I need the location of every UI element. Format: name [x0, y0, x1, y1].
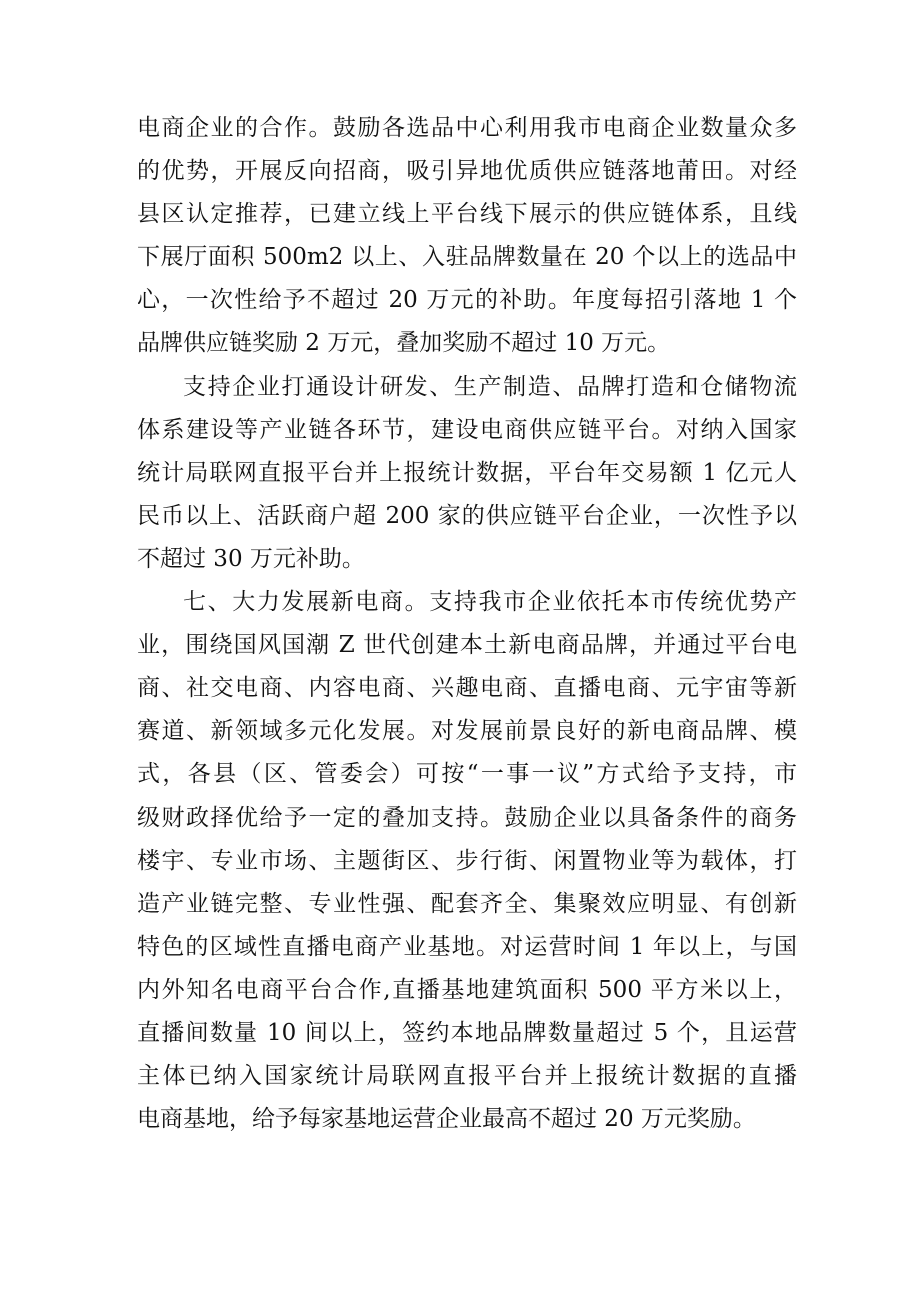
text-line: 心，一次性给予不超过 20 万元的补助。年度每招引落地 1 个 — [137, 287, 797, 314]
text-line: 赛道、新领域多元化发展。对发展前景良好的新电商品牌、模 — [137, 718, 797, 745]
paragraph-first-line: 七、大力发展新电商。支持我市企业依托本市传统优势产 — [183, 589, 797, 616]
text-line: 不超过 30 万元补助。 — [137, 545, 365, 572]
text-line: 直播间数量 10 间以上，签约本地品牌数量超过 5 个，且运营 — [137, 1019, 797, 1046]
text-line: 县区认定推荐，已建立线上平台线下展示的供应链体系，且线 — [137, 201, 797, 228]
text-line: 造产业链完整、专业性强、配套齐全、集聚效应明显、有创新 — [137, 890, 797, 917]
text-line: 主体已纳入国家统计局联网直报平台并上报统计数据的直播 — [137, 1063, 797, 1090]
text-line: 统计局联网直报平台并上报统计数据，平台年交易额 1 亿元人 — [137, 459, 797, 486]
text-line: 商、社交电商、内容电商、兴趣电商、直播电商、元宇宙等新 — [137, 675, 797, 702]
text-line: 下展厅面积 500m2 以上、入驻品牌数量在 20 个以上的选品中 — [137, 244, 797, 271]
text-line: 电商企业的合作。鼓励各选品中心利用我市电商企业数量众多 — [137, 115, 797, 141]
text-line: 特色的区域性直播电商产业基地。对运营时间 1 年以上，与国 — [137, 933, 797, 960]
text-line: 级财政择优给予一定的叠加支持。鼓励企业以具备条件的商务 — [137, 804, 797, 831]
text-line: 的优势，开展反向招商，吸引异地优质供应链落地莆田。对经 — [137, 158, 797, 185]
text-line: 电商基地，给予每家基地运营企业最高不超过 20 万元奖励。 — [137, 1106, 756, 1133]
text-line: 体系建设等产业链各环节，建设电商供应链平台。对纳入国家 — [137, 416, 797, 443]
text-line: 楼宇、专业市场、主题街区、步行街、闲置物业等为载体，打 — [137, 847, 797, 874]
text-line: 品牌供应链奖励 2 万元，叠加奖励不超过 10 万元。 — [137, 330, 671, 357]
text-line: 民币以上、活跃商户超 200 家的供应链平台企业，一次性予以 — [137, 502, 797, 529]
document-body — [0, 107, 920, 1141]
text-line: 业，围绕国风国潮 Z 世代创建本土新电商品牌，并通过平台电 — [137, 632, 797, 659]
text-line: 式，各县（区、管委会）可按“一事一议”方式给予支持，市 — [137, 761, 797, 788]
text-line: 内外知名电商平台合作,直播基地建筑面积 500 平方米以上， — [137, 976, 797, 1003]
paragraph-first-line: 支持企业打通设计研发、生产制造、品牌打造和仓储物流 — [183, 373, 797, 400]
